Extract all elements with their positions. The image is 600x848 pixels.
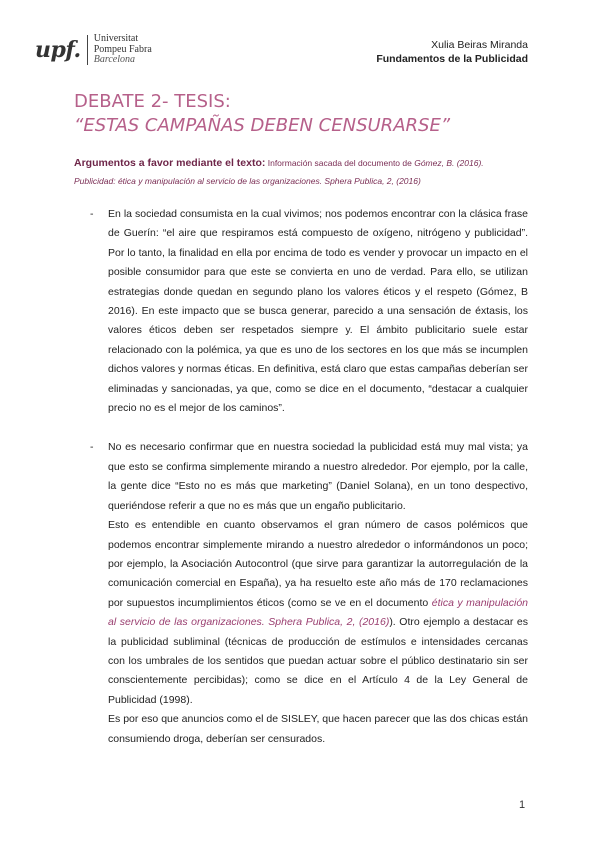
paragraph: No es necesario confirmar que en nuestra sociedad la publicidad está muy mal vista; ya que esto se confirma simplemente mirando a nuestro alrededor. Por ejemplo, por la calle, la gente dice “Esto no es más que marketing” (Daniel Solana), en un tono despectivo, queriéndose referir a que no es más que un engaño publicitario. [108, 441, 528, 512]
page-number: 1 [519, 799, 526, 811]
inline-citation: ética y manipulación al servicio de las organizaciones. Sphera Publica, 2, (2016) [108, 596, 529, 629]
paragraph: Es por eso que anuncios como el de SISLEY, que hacen parecer que las dos chicas están consumiendo droga, deberían ser censurados. [108, 713, 528, 745]
logo-line: Pompeu Fabra [93, 43, 152, 55]
arguments-heading [74, 156, 534, 188]
list-item [88, 205, 528, 418]
header-right [376, 38, 528, 66]
paragraph [108, 516, 528, 710]
author-name: Xulia Beiras Miranda [431, 39, 528, 51]
title-line-1: DEBATE 2- TESIS: [74, 91, 231, 112]
page-title [74, 90, 450, 138]
arguments-lead: Argumentos a favor mediante el texto: [74, 157, 266, 169]
paragraph: En la sociedad consumista en la cual vivimos; nos podemos encontrar con la clásica frase de Guerín: “el aire que respiramos está compuesto de oxígeno, nitrógeno y publicidad”. Por lo tanto, la finalidad en ella por encima de todo es vender y provocar un impacto en el posible consumidor para que este se convierta en uno de verdad. Para ello, se utilizan estrategias donde quedan en segundo plano los valores éticos y el respeto (Gómez, B 2016). En este impacto que se busca generar, parecido a una sensación de éxtasis, los valores éticos deben ser respetados siempre y. El ámbito publicitario suele estar relacionado con la polémica, ya que es uno de los sectores en los que más se incumplen dichos valores y normas éticas. En definitiva, está claro que estas campañas deberían ser eliminadas y sancionadas, ya que, como se dice en el documento, “destacar a cualquier precio no es el mejor de los caminos”. [108, 208, 528, 415]
upf-logo [35, 33, 152, 67]
list-dash: - [90, 441, 94, 454]
list-dash: - [90, 208, 94, 220]
paragraph-text: ). Otro ejemplo a destacar es la publicidad subliminal (técnicas de producción de estímulos e intensidades cercanas con los umbrales de los sentidos que puedan actuar sobre el público destinatario sin ser conscientemente percibidas); como se dice en el Artículo 4 de la Ley General de Publicidad (1998). [108, 616, 528, 706]
course-name: Fundamentos de la Publicidad [376, 53, 528, 65]
argument-list [88, 205, 528, 749]
logo-line: Barcelona [93, 54, 136, 66]
logo-line: Universitat [93, 33, 139, 45]
logo-text [88, 34, 152, 66]
citation-title: Publicidad: ética y manipulación al servicio de las organizaciones. Sphera Publica, 2, (2016) [74, 176, 421, 186]
logo-mark: upf. [35, 35, 88, 65]
citation-author: Gómez, B. (2016). [414, 158, 484, 168]
arguments-source: Información sacada del documento de [265, 158, 415, 168]
list-item [88, 438, 528, 749]
paragraph-text: Esto es entendible en cuanto observamos el gran número de casos polémicos que podemos encontrar simplemente mirando a nuestro alrededor o informándonos un poco; por ejemplo, la Asociación Autocontrol (que sirve para garantizar la autorregulación de la comunicación comercial en España), ya ha resuelto este año más de 170 reclamaciones por supuestos incumplimientos éticos (como se ve en el documento [108, 519, 528, 609]
title-line-2: “ESTAS CAMPAÑAS DEBEN CENSURARSE” [74, 115, 451, 136]
